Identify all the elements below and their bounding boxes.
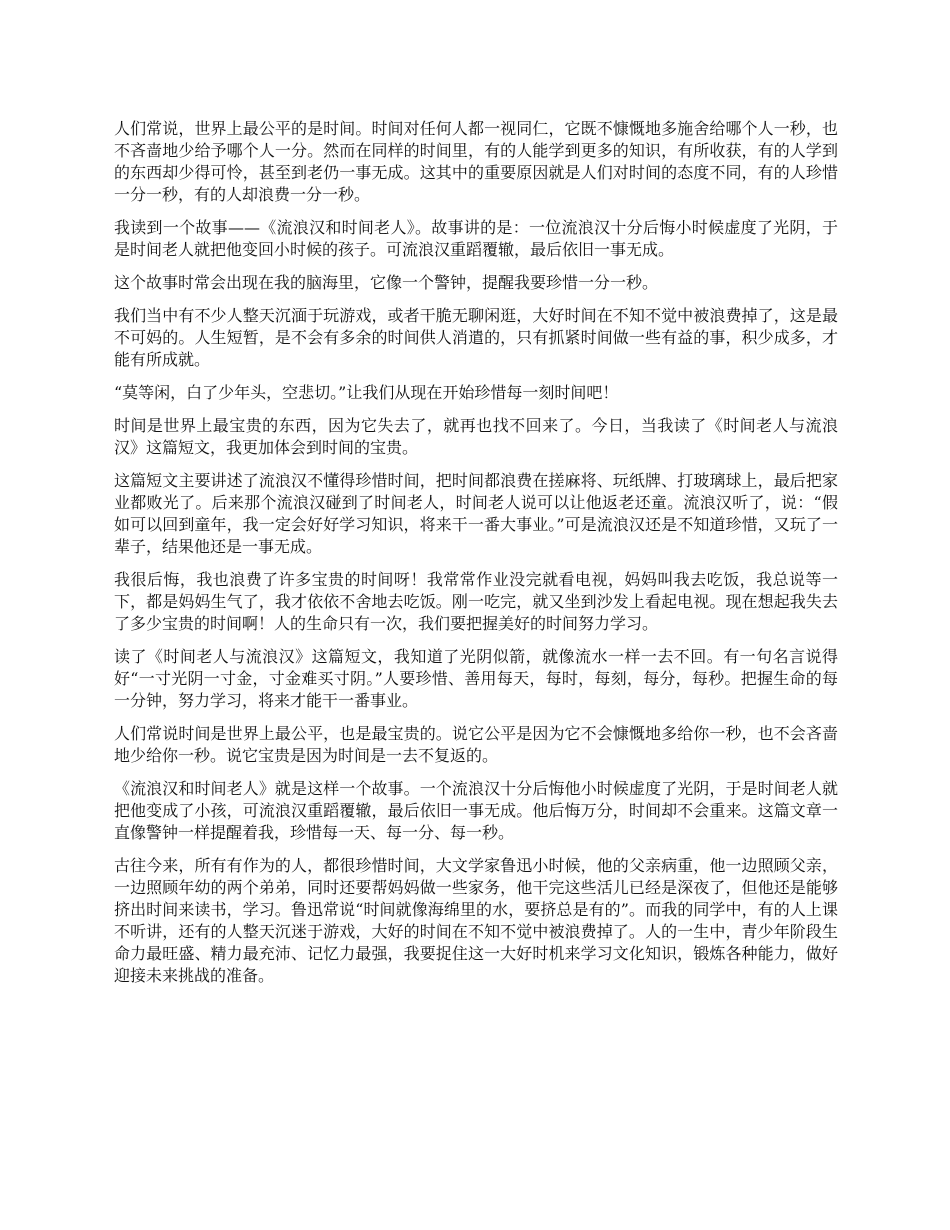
paragraph-10: 人们常说时间是世界上最公平，也是最宝贵的。说它公平是因为它不会慷慨地多给你一秒，也不会吝啬地少给你一秒。说它宝贵是因为时间是一去不复返的。 (114, 724, 838, 765)
paragraph-2: 我读到一个故事——《流浪汉和时间老人》。故事讲的是：一位流浪汉十分后悔小时候虚度了光阴，于是时间老人就把他变回小时候的孩子。可流浪汉重蹈覆辙，最后依旧一事无成。 (114, 218, 838, 259)
paragraph-5: “莫等闲，白了少年头，空悲切。”让我们从现在开始珍惜每一刻时间吧！ (114, 383, 619, 402)
document-body (114, 118, 838, 998)
paragraph-4: 我们当中有不少人整天沉湎于玩游戏，或者干脆无聊闲逛，大好时间在不知不觉中被浪费掉了，这是最不可妈的。人生短暂，是不会有多余的时间供人消遣的，只有抓紧时间做一些有益的事，积少成多，才能有所成就。 (114, 306, 838, 369)
paragraph-8: 我很后悔，我也浪费了许多宝贵的时间呀！我常常作业没完就看电视，妈妈叫我去吃饭，我总说等一下，都是妈妈生气了，我才依依不舍地去吃饭。刚一吃完，就又坐到沙发上看起电视。现在想起我失去了多少宝贵的时间啊！人的生命只有一次，我们要把握美好的时间努力学习。 (114, 570, 838, 633)
paragraph-1: 人们常说，世界上最公平的是时间。时间对任何人都一视同仁，它既不慷慨地多施舍给哪个人一秒，也不吝啬地少给予哪个人一分。然而在同样的时间里，有的人能学到更多的知识，有所收获，有的人学到的东西却少得可怜，甚至到老仍一事无成。这其中的重要原因就是人们对时间的态度不同，有的人珍惜一分一秒，有的人却浪费一分一秒。 (114, 119, 838, 204)
paragraph-9: 读了《时间老人与流浪汉》这篇短文，我知道了光阴似箭，就像流水一样一去不回。有一句名言说得好“一寸光阴一寸金，寸金难买寸阴。”人要珍惜、善用每天，每时，每刻，每分，每秒。把握生命的每一分钟，努力学习，将来才能干一番事业。 (114, 647, 838, 710)
paragraph-11: 《流浪汉和时间老人》就是这样一个故事。一个流浪汉十分后悔他小时候虚度了光阴，于是时间老人就把他变成了小孩，可流浪汉重蹈覆辙，最后依旧一事无成。他后悔万分，时间却不会重来。这篇文章一直像警钟一样提醒着我，珍惜每一天、每一分、每一秒。 (114, 779, 838, 842)
paragraph-6: 时间是世界上最宝贵的东西，因为它失去了，就再也找不回来了。今日，当我读了《时间老人与流浪汉》这篇短文，我更加体会到时间的宝贵。 (114, 416, 838, 457)
paragraph-3: 这个故事时常会出现在我的脑海里，它像一个警钟，提醒我要珍惜一分一秒。 (114, 273, 659, 292)
paragraph-7: 这篇短文主要讲述了流浪汉不懂得珍惜时间，把时间都浪费在搓麻将、玩纸牌、打玻璃球上，最后把家业都败光了。后来那个流浪汉碰到了时间老人，时间老人说可以让他返老还童。流浪汉听了，说：“假如可以回到童年，我一定会好好学习知识，将来干一番大事业。”可是流浪汉还是不知道珍惜，又玩了一辈子，结果他还是一事无成。 (114, 471, 838, 556)
paragraph-12: 古往今来，所有有作为的人，都很珍惜时间，大文学家鲁迅小时候，他的父亲病重，他一边照顾父亲，一边照顾年幼的两个弟弟，同时还要帮妈妈做一些家务，他干完这些活儿已经是深夜了，但他还是能够挤出时间来读书，学习。鲁迅常说“时间就像海绵里的水，要挤总是有的”。而我的同学中，有的人上课不听讲，还有的人整天沉迷于游戏，大好的时间在不知不觉中被浪费掉了。人的一生中，青少年阶段生命力最旺盛、精力最充沛、记忆力最强，我要捉住这一大好时机来学习文化知识，锻炼各种能力，做好迎接未来挑战的准备。 (114, 856, 838, 985)
